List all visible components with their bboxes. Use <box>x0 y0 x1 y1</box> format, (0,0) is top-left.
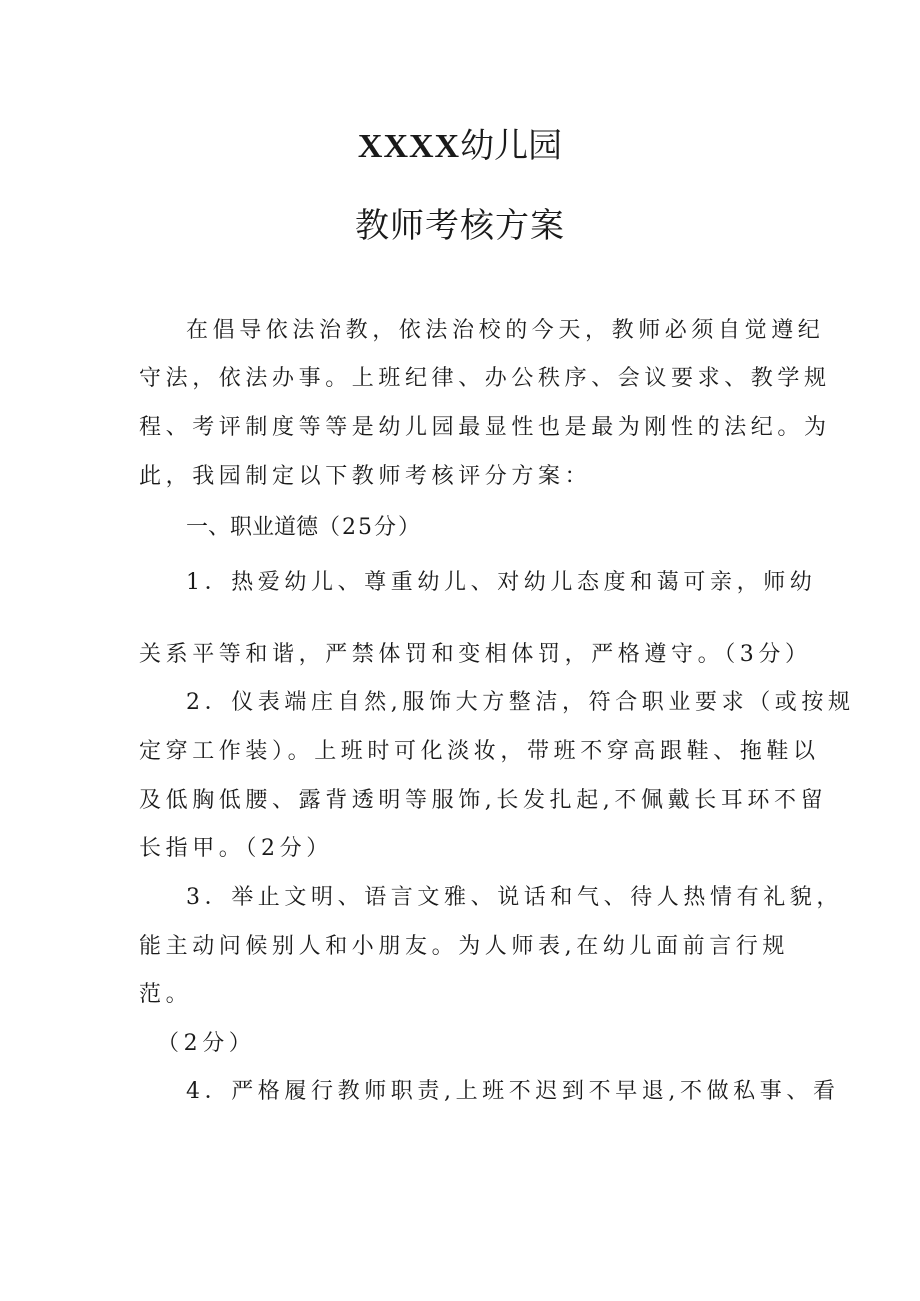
item-line: 长指甲。（2分） <box>139 836 333 861</box>
item-line: 2．仪表端庄自然,服饰大方整洁，符合职业要求（或按规 <box>186 690 855 715</box>
section-heading-points: （25分） <box>318 515 423 540</box>
item-line: 范。 <box>139 982 193 1007</box>
title-rest: 幼儿园 <box>460 126 563 166</box>
intro-line: 此，我园制定以下教师考核评分方案： <box>139 464 592 489</box>
item-line: 及低胸低腰、露背透明等服饰,长发扎起,不佩戴长耳环不留 <box>139 788 828 813</box>
item-line: （2分） <box>157 1031 256 1056</box>
intro-line: 在倡导依法治教，依法治校的今天，教师必须自觉遵纪 <box>186 318 825 343</box>
item-line: 能主动问候别人和小朋友。为人师表,在幼儿面前言行规 <box>139 934 789 959</box>
document-subtitle: 教师考核方案 <box>355 206 565 246</box>
item-line: 3．举止文明、语言文雅、说话和气、待人热情有礼貌， <box>186 885 843 910</box>
title-latin: XXXX <box>357 128 461 165</box>
intro-line: 程、考评制度等等是幼儿园最显性也是最为刚性的法纪。为 <box>139 415 831 440</box>
section-heading-text: 一、职业道德 <box>186 515 319 540</box>
document-title <box>0 126 920 167</box>
item-line: 4．严格履行教师职责,上班不迟到不早退,不做私事、看 <box>186 1079 840 1104</box>
item-line: 关系平等和谐，严禁体罚和变相体罚，严格遵守。（3分） <box>139 642 812 667</box>
item-line: 定穿工作装）。上班时可化淡妆，带班不穿高跟鞋、拖鞋以 <box>139 739 820 764</box>
intro-line: 守法，依法办事。上班纪律、办公秩序、会议要求、教学规 <box>139 366 831 391</box>
section-heading <box>186 513 422 543</box>
item-line: 1．热爱幼儿、尊重幼儿、对幼儿态度和蔼可亲，师幼 <box>186 570 817 595</box>
